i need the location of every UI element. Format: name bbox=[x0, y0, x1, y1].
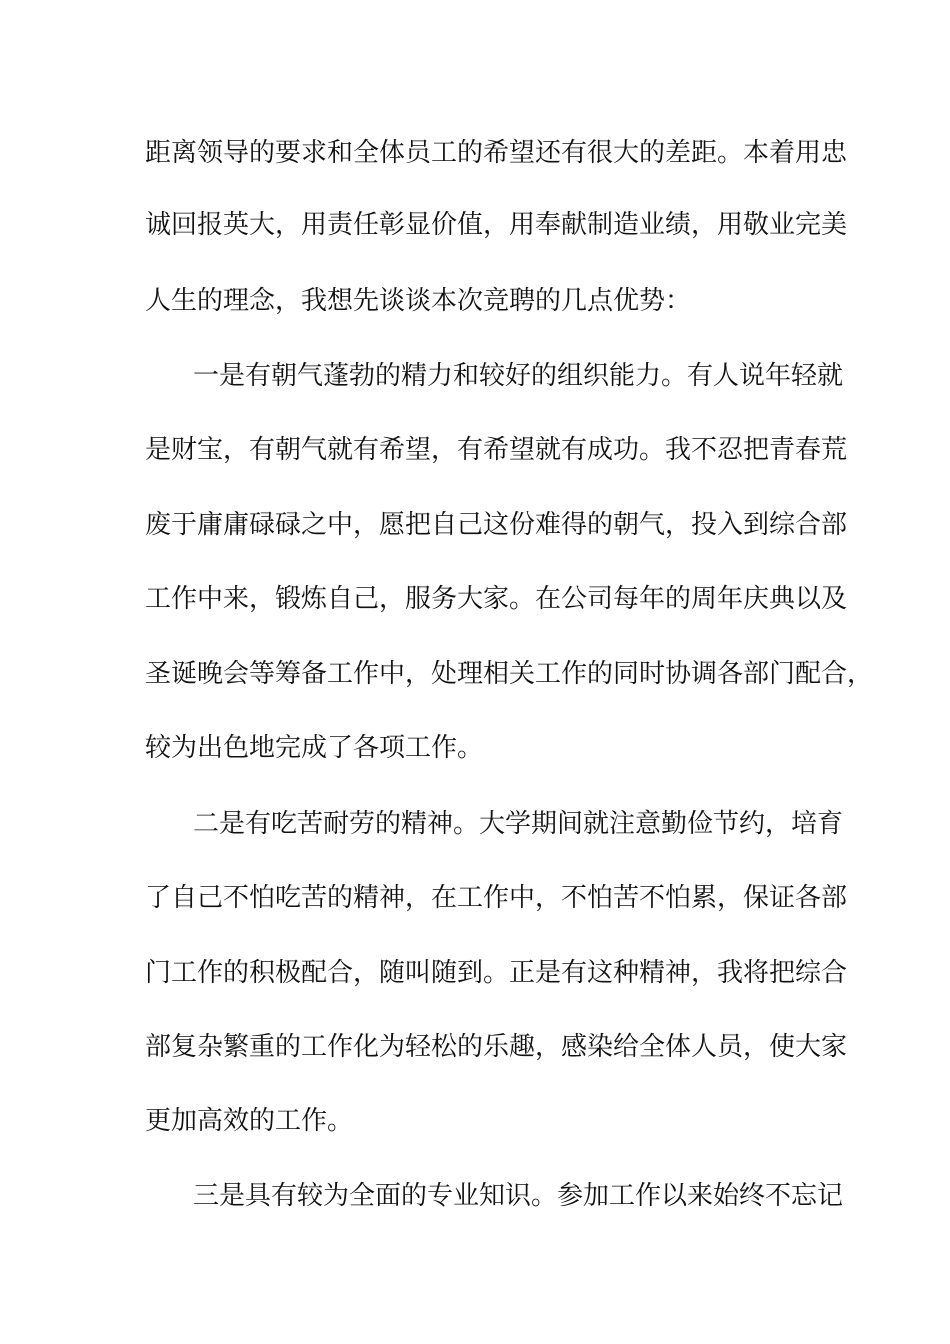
paragraph-2-line-1: 一是有朝气蓬勃的精力和较好的组织能力。有人说年轻就 bbox=[193, 361, 844, 391]
paragraph-2-line-2: 是财宝，有朝气就有希望，有希望就有成功。我不忍把青春荒 bbox=[145, 435, 848, 465]
paragraph-3-line-2: 了自己不怕吃苦的精神，在工作中，不怕苦不怕累，保证各部 bbox=[145, 883, 848, 913]
paragraph-2-line-6: 较为出色地完成了各项工作。 bbox=[145, 733, 484, 763]
paragraph-3-line-3: 门工作的积极配合，随叫随到。正是有这种精神，我将把综合 bbox=[145, 958, 848, 988]
paragraph-1-line-3: 人生的理念，我想先谈谈本次竞聘的几点优势： bbox=[145, 286, 692, 316]
paragraph-3-line-1: 二是有吃苦耐劳的精神。大学期间就注意勤俭节约，培育 bbox=[193, 809, 844, 839]
paragraph-3-line-5: 更加高效的工作。 bbox=[145, 1106, 354, 1136]
paragraph-1-line-1: 距离领导的要求和全体员工的希望还有很大的差距。本着用忠 bbox=[145, 138, 848, 168]
paragraph-1-line-2: 诚回报英大，用责任彰显价值，用奉献制造业绩，用敬业完美 bbox=[145, 210, 848, 240]
paragraph-2-line-5: 圣诞晚会等筹备工作中，处理相关工作的同时协调各部门配合， bbox=[145, 659, 874, 689]
paragraph-2-line-4: 工作中来，锻炼自己，服务大家。在公司每年的周年庆典以及 bbox=[145, 584, 848, 614]
paragraph-4-line-1: 三是具有较为全面的专业知识。参加工作以来始终不忘记 bbox=[193, 1181, 844, 1211]
paragraph-2-line-3: 废于庸庸碌碌之中，愿把自己这份难得的朝气，投入到综合部 bbox=[145, 510, 848, 540]
paragraph-3-line-4: 部复杂繁重的工作化为轻松的乐趣，感染给全体人员，使大家 bbox=[145, 1032, 848, 1062]
